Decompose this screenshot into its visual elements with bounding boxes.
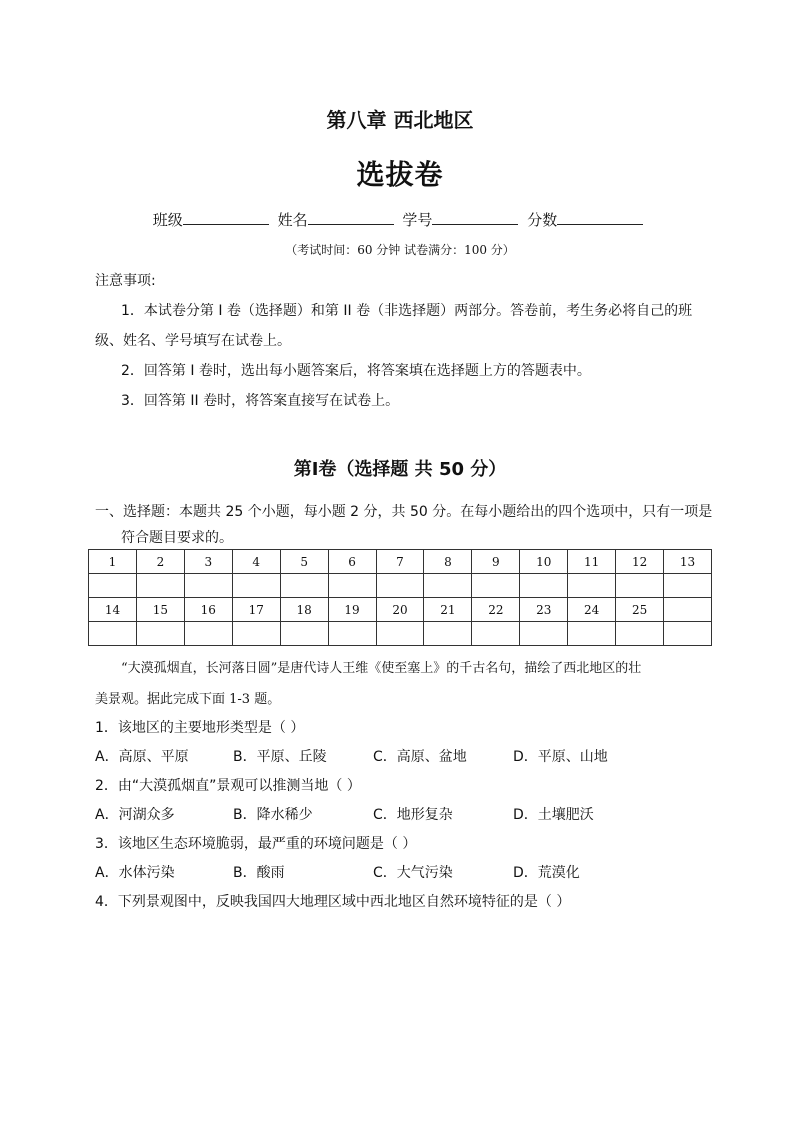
section-intro: 一、选择题：本题共 25 个小题，每小题 2 分，共 50 分。在每小题给出的四个选项中，只有一项是	[95, 504, 713, 520]
answer-cell[interactable]	[328, 574, 376, 598]
answer-cell[interactable]	[664, 622, 712, 646]
answer-cell[interactable]	[89, 622, 137, 646]
question-2-option-b[interactable]: B．降水稀少	[233, 807, 313, 823]
id-label: 学号	[402, 211, 433, 229]
answer-number: 22	[472, 598, 520, 622]
question-1-option-d[interactable]: D．平原、山地	[513, 749, 608, 765]
question-1-option-b[interactable]: B．平原、丘陵	[233, 749, 327, 765]
notes-item-1: 1．本试卷分第 I 卷（选择题）和第 II 卷（非选择题）两部分。答卷前，考生务必将自己的班	[121, 303, 693, 319]
answer-number: 20	[376, 598, 424, 622]
class-blank[interactable]	[183, 210, 269, 225]
answer-number: 3	[184, 550, 232, 574]
question-1-option-c[interactable]: C．高原、盆地	[373, 749, 467, 765]
answer-cell[interactable]	[280, 574, 328, 598]
question-3-option-d[interactable]: D．荒漠化	[513, 865, 580, 881]
answer-number: 25	[616, 598, 664, 622]
answer-cell[interactable]	[568, 622, 616, 646]
answer-number-row-2	[89, 598, 712, 622]
answer-cell[interactable]	[616, 574, 664, 598]
answer-number: 6	[328, 550, 376, 574]
answer-number: 14	[89, 598, 137, 622]
score-label: 分数	[527, 211, 558, 229]
answer-blank-row-1	[89, 574, 712, 598]
notes-item-1-cont: 级、姓名、学号填写在试卷上。	[95, 333, 291, 349]
answer-cell[interactable]	[616, 622, 664, 646]
answer-cell[interactable]	[520, 622, 568, 646]
passage-line-2: 美景观。据此完成下面 1-3 题。	[95, 692, 281, 707]
answer-number: 24	[568, 598, 616, 622]
answer-number: 7	[376, 550, 424, 574]
question-1-stem: 1．该地区的主要地形类型是（ ）	[95, 720, 305, 736]
passage-line-1: “大漠孤烟直，长河落日圆”是唐代诗人王维《使至塞上》的千古名句，描绘了西北地区的壮	[121, 661, 642, 676]
answer-cell[interactable]	[376, 622, 424, 646]
class-label: 班级	[152, 211, 183, 229]
student-info-line	[0, 209, 800, 230]
answer-cell[interactable]	[472, 622, 520, 646]
section-title: 第I卷（选择题 共 50 分）	[293, 459, 507, 480]
name-blank[interactable]	[308, 210, 394, 225]
answer-number	[664, 598, 712, 622]
answer-blank-row-2	[89, 622, 712, 646]
answer-cell[interactable]	[424, 622, 472, 646]
answer-number-row-1	[89, 550, 712, 574]
notes-item-3: 3．回答第 II 卷时，将答案直接写在试卷上。	[121, 393, 400, 409]
answer-cell[interactable]	[232, 622, 280, 646]
answer-cell[interactable]	[136, 574, 184, 598]
question-4-stem: 4．下列景观图中，反映我国四大地理区域中西北地区自然环境特征的是（ ）	[95, 894, 571, 910]
exam-time-note: （考试时间：60 分钟 试卷满分：100 分）	[285, 243, 515, 257]
answer-number: 4	[232, 550, 280, 574]
answer-number: 8	[424, 550, 472, 574]
notes-heading: 注意事项:	[95, 273, 156, 289]
answer-cell[interactable]	[136, 622, 184, 646]
answer-number: 19	[328, 598, 376, 622]
question-2-stem: 2．由“大漠孤烟直”景观可以推测当地（ ）	[95, 778, 361, 794]
question-2-option-a[interactable]: A．河湖众多	[95, 807, 175, 823]
answer-cell[interactable]	[89, 574, 137, 598]
answer-number: 13	[664, 550, 712, 574]
answer-cell[interactable]	[472, 574, 520, 598]
answer-cell[interactable]	[424, 574, 472, 598]
question-3-option-a[interactable]: A．水体污染	[95, 865, 175, 881]
answer-number: 18	[280, 598, 328, 622]
answer-number: 1	[89, 550, 137, 574]
answer-cell[interactable]	[232, 574, 280, 598]
answer-cell[interactable]	[184, 622, 232, 646]
chapter-title: 第八章 西北地区	[326, 108, 474, 132]
answer-table	[88, 549, 712, 646]
question-3-option-b[interactable]: B．酸雨	[233, 865, 285, 881]
answer-cell[interactable]	[184, 574, 232, 598]
answer-cell[interactable]	[520, 574, 568, 598]
answer-number: 21	[424, 598, 472, 622]
name-label: 姓名	[277, 211, 308, 229]
answer-number: 17	[232, 598, 280, 622]
answer-cell[interactable]	[664, 574, 712, 598]
answer-number: 16	[184, 598, 232, 622]
answer-number: 15	[136, 598, 184, 622]
question-3-option-c[interactable]: C．大气污染	[373, 865, 453, 881]
question-2-option-d[interactable]: D．土壤肥沃	[513, 807, 594, 823]
answer-number: 11	[568, 550, 616, 574]
question-3-stem: 3．该地区生态环境脆弱，最严重的环境问题是（ ）	[95, 836, 417, 852]
id-blank[interactable]	[432, 210, 518, 225]
answer-cell[interactable]	[328, 622, 376, 646]
answer-number: 12	[616, 550, 664, 574]
section-intro-cont: 符合题目要求的。	[121, 530, 233, 546]
answer-number: 23	[520, 598, 568, 622]
answer-cell[interactable]	[280, 622, 328, 646]
answer-number: 2	[136, 550, 184, 574]
answer-number: 9	[472, 550, 520, 574]
exam-title: 选拔卷	[356, 158, 444, 191]
score-blank[interactable]	[557, 210, 643, 225]
answer-number: 10	[520, 550, 568, 574]
question-1-option-a[interactable]: A．高原、平原	[95, 749, 189, 765]
question-2-option-c[interactable]: C．地形复杂	[373, 807, 453, 823]
answer-cell[interactable]	[376, 574, 424, 598]
answer-cell[interactable]	[568, 574, 616, 598]
answer-number: 5	[280, 550, 328, 574]
notes-item-2: 2．回答第 I 卷时，选出每小题答案后，将答案填在选择题上方的答题表中。	[121, 363, 591, 379]
